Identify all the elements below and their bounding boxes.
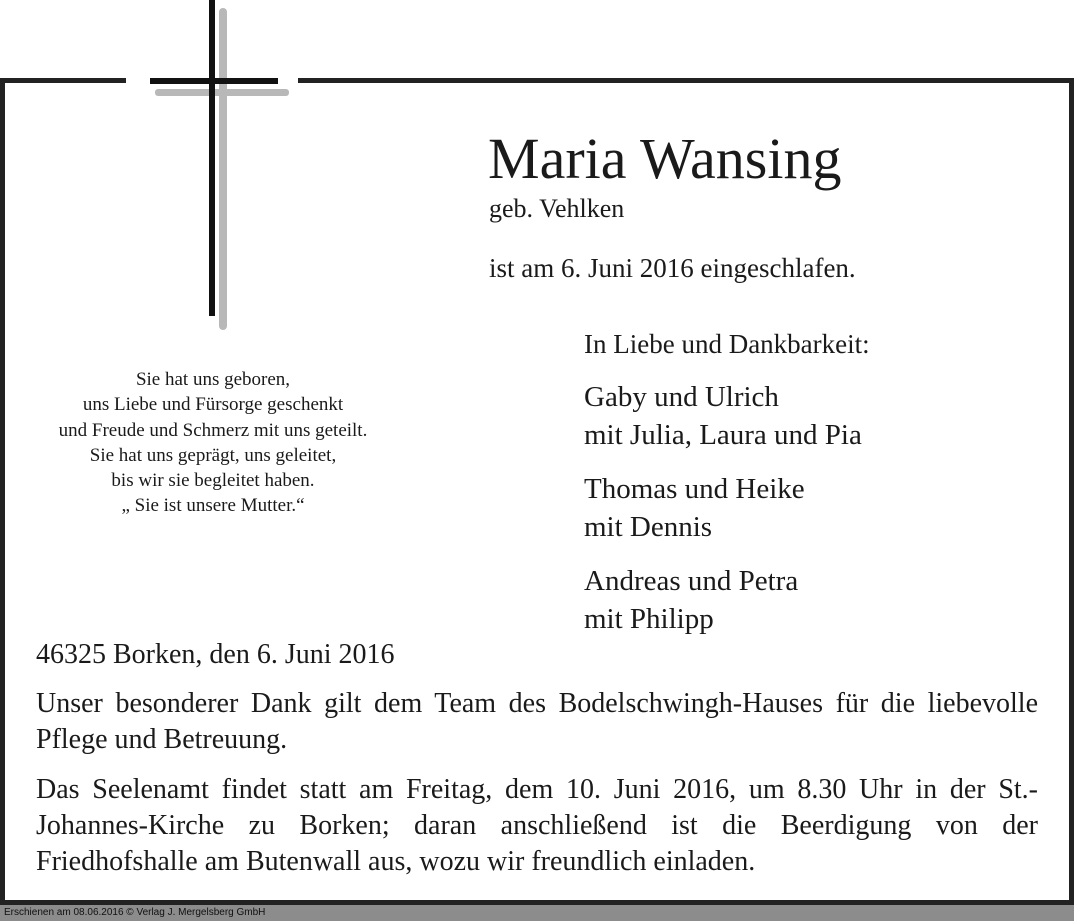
mourner-children: mit Dennis	[584, 511, 713, 543]
death-statement: ist am 6. Juni 2016 eingeschlafen.	[489, 253, 856, 283]
cross-icon	[148, 0, 293, 335]
poem-line: Sie hat uns geprägt, uns geleitet,	[89, 444, 337, 466]
mourner-couple: Thomas und Heike	[584, 473, 805, 505]
mourner-couple: Gaby und Ulrich	[584, 381, 779, 413]
frame-border-top-right	[298, 78, 1074, 83]
deceased-name: Maria Wansing	[488, 126, 842, 191]
frame-border-right	[1069, 78, 1074, 908]
place-date: 46325 Borken, den 6. Juni 2016	[36, 639, 395, 670]
mourner-children: mit Julia, Laura und Pia	[584, 419, 862, 451]
frame-border-left	[0, 78, 5, 908]
mourner-group	[584, 562, 870, 638]
mourner-children: mit Philipp	[584, 603, 714, 635]
mourner-couple: Andreas und Petra	[584, 565, 799, 597]
poem-line: und Freude und Schmerz mit uns geteilt.	[58, 419, 368, 441]
publication-footer: Erschienen am 08.06.2016 © Verlag J. Mergelsberg GmbH	[4, 907, 266, 918]
birth-name: geb. Vehlken	[489, 194, 625, 223]
mourner-group	[584, 378, 870, 454]
mourners-list	[584, 326, 870, 654]
mourners-intro: In Liebe und Dankbarkeit:	[584, 329, 870, 359]
poem-line: „ Sie ist unsere Mutter.“	[121, 495, 305, 517]
funeral-paragraph: Das Seelenamt findet statt am Freitag, dem 10. Juni 2016, um 8.30 Uhr in der St.-Johannes-Kirche zu Borken; daran anschließend ist die Beerdigung von der Friedhofshalle am Butenwall aus, wozu wir freundlich einladen.	[36, 774, 1038, 877]
memorial-poem	[18, 367, 408, 519]
thanks-paragraph: Unser besonderer Dank gilt dem Team des Bodelschwingh-Hauses für die liebevolle Pflege und Betreuung.	[36, 688, 1038, 755]
frame-border-top-left	[0, 78, 126, 83]
poem-line: Sie hat uns geboren,	[135, 369, 291, 390]
poem-line: bis wir sie begleitet haben.	[111, 470, 315, 492]
poem-line: uns Liebe und Fürsorge geschenkt	[82, 394, 344, 416]
mourner-group	[584, 470, 870, 546]
